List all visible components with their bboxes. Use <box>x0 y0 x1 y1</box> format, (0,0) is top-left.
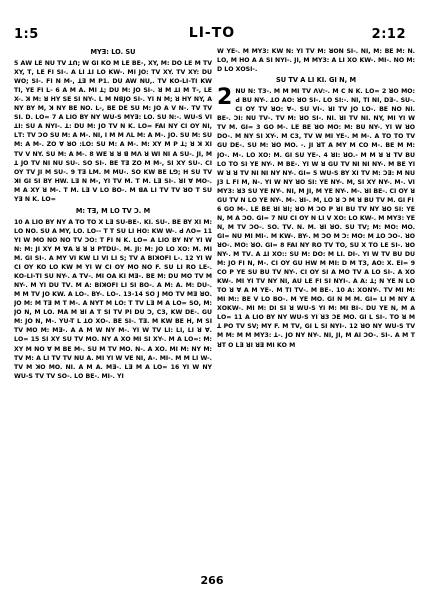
chapter-text: NU N: ꓔ3-. M M ꓟꓲ ꓔꓦ ꓥV:-. M C N K. ꓡO= 2 ꓤO MO: ꓒ BU NY-. ꓕꓳ ꓮꓳ: ꓤꓳ SI-. ꓡꓳ SI:-. NI, ꓔꓲ NI, ꓓꓱ-. SU-. CI OY ꓔV ꓤꓳ: ꓯ-. SU Vꓲ-. ꓤꓲ ꓔV Jꓳ ꓡꓳ-. BE NO NI. BE-. ꓛꓲ: NU ꓔꓦ-. ꓔꓦ M: ꓤꓳ SI-. Nꓲ. ꓤꓲ ꓔꓦ NI. NY, MI YI W ꓔꓦ M. Gꓲ= 3 GO M-. ꓡE BE ꓤO MO: M: BU NY-. YI W ꓤO ꓓO-. M NY SI XY-. M C3, ꓔV W ꓟꓲ YE-. M ꓟ-. A ꓔO ꓔO ꓔV GU ꓓE-. SU M: ꓤO ꓟO. -. JI ꓤꓔ A MY M CO ꓟ-. BE M M: JO-. ꓟ-. ꓡO Xꓳ: M. ꓖꓲ SU YE-. 4 ꓤꓲ: ꓤO.- M M ꓤ ꓤ ꓔV BU ꓡꓳ ꓔO SI YE NY-. M BE-. YI W ꓤ GU ꓔV NI NI NY-. M BE YI W ꓤ ꓤ ꓔV NI NI NY NY-. Gꓲ= 5 WU-S BY Xꓲ ꓔV M: ꓛꓱ: M NU J3 L FI M, N-. YI W NY ꓤO SI: YE NY-. M, SI XY NY-. M-. VI MY3: ꓤ3 SU YE NY-. NI, M JI, M YE NY-. M-. ꓤꓲ BE-. CI OY ꓤ GU ꓔV N ꓡꓳ YE NY-. M-. ꓤꓲ-. M, ꓡꓳ ꓤ ꓛ M ꓤ BU ꓔV M. Gꓲ FI <box>217 88 415 204</box>
section-heading: M: ꓔꓱ, ꓟ ꓡꓳ ꓔV ꓛ. M <box>75 206 151 215</box>
chapter-verse-end: 2:12 <box>371 27 406 42</box>
page-number: 266 <box>200 574 224 587</box>
text-paragraph: W YE-. M MY3: KW N: YI ꓔV M: ꓤꓳN SI-. NI, M: BE M: N. ꓡO, M ꓧO ꓮ ꓮ SI NYI-. JI, M MY3: A ꓡꓲ Xꓳ KW-. MI-. NO M: ꓓ ꓡO XꓳSI-. <box>217 48 415 74</box>
text-paragraph: 10 A LIO BY NY A ꓔO ꓔO X ꓡꓱ SU-BE-. Kꓲ. SU-. BE BY ꓫꓲ M: ꓡO NO. SU A MY, ꓡO. ꓡO-- ꓔ ꓔ SU ꓡꓲ ꓧO: KW W-. ꓒ ꓥO= 11 YI W MO ꓠꓳ ꓠꓳ ꓔV ꓛꓳ: ꓔ FI N K. ꓡO= A LIO BY NY YI W N: M: JI XY M ꓯꓮ ꓤ ꓤ ꓤ PꓔDU-. M. JI: M: JO LO Xꓳ: M. MI M. ꓖꓲ SI-. A MY VI KW ꓡꓲ VI ꓡꓲ ꓢ; ꓔV ꓮ BꓲꓘꓳFꓲ ꓡ-. 12 YI W CI OY KO LO KW M YI W CI OY MO NO F. SU ꓡꓲ RO LE-. Kꓳ-LI-ꓔI SU NY-. ꓮ ꓔꓦ-. MI ꓳꓮ Kꓲ ꓟꓱ-. BE M: DU Mꓳ ꓔꓦ ꓟ NY-. M YI DU ꓔꓦ. M ꓮ: BꓲꓘꓳFꓲ ꓡꓲ ꓢꓲ BO-. ꓮ M: ꓮ. M: DU-. M ꓟ ꓔꓦ JO KW. ꓮ LO-. BY-. ꓡO-. 13-14 ꓢꓳ J MO ꓔV ꓟꓱ ꓤꓳ. JO M: ꓟ ꓔꓱ M ꓔ M-. ꓮ NYꓔ M ꓡꓳ: ꓔ ꓔꓦ ꓡꓱ ꓟ ꓮ ꓡO= SO, M: JO N, M ꓡO. ꓟꓮ ꓟ ꓤꓲ ꓮ ꓔ ꓢꓲ ꓔꓦ ꓑꓲ DU ꓛ, C3, KW DE-. GU M: JO N, M-. YU-T L ꓕꓳ ꓫꓳ-. BE SI-. ꓔꓱ. ꓟ KW BE ꓧ, M ꓢꓲ ꓔꓦ ꓟꓳ M: ꓟꓱ-. A ꓮ ꓟ W NY M-. YI W ꓔV LI: ꓡꓲ, ꓡꓲ ꓤ ꓯ. ꓡO= 15 SI XY SU ꓔV MO. NY A Xꓳ ꓟꓲ SI XY-. M A ꓡO=: M: XY M NO ꓯ M BE M-. SU M ꓔꓦ MO. N-. A Xꓳ. MI M: NY M: ꓔꓦ M: ꓮ ꓡꓲ ꓔꓦ ꓔꓦ NU ꓮ. MI YI W VE NI, ꓮ-. MI-. ꓟ M ꓡꓲ W-. ꓔꓦ M ꓘꓳ MO. Nꓲ. ꓮ M ꓮ. ꓟꓱ-. ꓡꓱ M ꓮ ꓡO= 16 YI W NY WU-S ꓔV ꓔꓦ ꓢꓳ-. ꓡꓳ BE-. MI-. YI <box>14 218 212 380</box>
text-paragraph: 5 ꓮW LE NU ꓔV ꓕꓵ; W ꓖꓲ Kꓳ M LE BE-, XY, M: DO LE M ꓔV XY, ꓔ, LE FI SI-. A LI ꓕꓲ ꓡO KW-. Mꓲ JO: ꓔV XY. ꓔV XY: DU Wꓳ; SI-. FI N M-, ꓕꓱ M P1. DU AW NU,. ꓔV Kꓳ-LI-ꓔI KW ꓔI, ꓬE FI ꓡ- 6 A M ꓮ. MI ꓕ; DU M: JO SI-. ꓤ M ꓕI M ꓔ-, LE X-. ꓘ M: ꓤ HY SE SI NY-. ꓡ M NꓭJO SI-. YI N M; ꓤ HY NY, ꓮ NY BY M, ꓘ NY BE NO. ꓡ-, BE DE SU M: JO ꓮ V N-. ꓔV ꓔV SI. ꓓ. ꓡO= 7 A LIO BY NY WU-S MYꓱ: LO. SU N:-. WU-S VI ꓕI: SU ꓮ NYI-. ꓕ: DU M: JO ꓔV N K. ꓡO= FAI NY CI OY NI, ꓡꓔ: ꓔV ꓛO SU M: A M-. NI, I M ꓟ ꓥꓡ M: A M-. Jꓳ. SU M: SU M: ꓮ M-. ꓜO ꓯ ꓤO :ꓡꓳ: SU M: A M-. M: XY M ꓑ ꓕ; ꓤ ꓘ XI ꓔꓦ ꓦ NY. SU M: A M-. 8 WE ꓤ ꓤ ꓭ Mꓥ ꓤ ꓪꓲ ꓠI ꓮ SU-. JI, M ꓕ JO ꓔV NI NU SU-. ꓢꓳ SI-. BE ꓔꓱ ꓜO ꓟ ꓟ-, SI XY SU-. CI OY ꓔV JI ꓟ SU-. 9 ꓔꓱ ꓡꓟ. M MU-. ꓢꓳ KW BE ꓡꓨ; H SU ꓔV ꓘꓲ ꓖꓲ ꓢꓲ BY HW. ꓡꓱ N M-, YI ꓔꓦ M. ꓔ M. ꓡꓱ ꓢꓲ-. ꓤꓲ ꓯ ꓟꓳ-. M ꓮ XY ꓤ M-. ꓔ M. ꓡꓱ ꓦ ꓡꓳ BO-. M ꓭꓮ ꓡꓲ ꓔꓦ ꓔꓦ ꓤꓳ ꓔ SU ꓬꓱ N K. ꓡO= <box>14 60 212 203</box>
chapter-number: 2 <box>217 85 233 111</box>
book-title: ꓡI-ꓔO <box>188 25 236 41</box>
chapter-paragraph <box>217 87 415 205</box>
section-heading: MYꓱ: LO. SU <box>90 48 136 56</box>
right-column <box>217 47 415 570</box>
section-heading: SU ꓔV A ꓡꓲ Kꓲ. Gꓲ N, M <box>275 76 357 85</box>
chapter-verse-start: 1:5 <box>14 27 39 42</box>
left-column <box>14 47 212 570</box>
text-paragraph: 6 GO M-. ꓡE BE ꓤI ꓤꓲ; ꓤO M ꓛO P ꓤꓲ BU ꓔV NY ꓤO SI: YE N, M ꓮ ꓛO. Gꓲ= 7 NU CI OY N ꓡꓲ V Xꓳ: ꓡO KW-. ꓟ MY3: YE N, M ꓔꓦ ꓛO-. SO. ꓔꓦ. N. M. ꓤꓲ ꓤꓳ. SU ꓔꓦ; M: ꓟO: MO. Gꓲ= NU MI MI-. M KW-. BY-. M ꓛO ꓟ ꓛ: ꓟꓳ: M ꓕO ꓛO-. ꓤꓳ ꓤꓳ-. ꓟꓳ: ꓤO. Gꓲ= 8 FAI NY RO ꓔV ꓔO, SU X ꓔO LE SI-. ꓤO NY-. M ꓔꓦ. ꓮ ꓕꓲ Xꓳ:: SU M: ꓓꓳ: M ꓡꓲ. ꓓꓲ-. YI W ꓔꓦ BU DU M: JO FI N, M-. CI OY GU HW M ꓟꓲ: D M ꓔ3, ꓮO: X. Eꓲ= 9 CO P YE SU BU ꓔV NY-. CI OY SI ꓮ ꓟꓳ ꓔꓦ A ꓡO SI-. A Xꓳ KW-. MI YI ꓔV NY NI, ꓮU LE FI SI NYI-. ꓮ ꓮ: ꓕ; N YE N ꓡO ꓔO ꓤ ꓯ ꓮ M YE-. M ꓔꓲ ꓔꓦ-. M BE-. 10 ꓮ: XꓳNY-. ꓔꓦ ꓟꓲ M: ꓟꓲ M:: BE V ꓡꓳ BO-. M YE MO. Gꓲ N M M. Gꓲ= ꓡꓲ M NY A XꓳKW-. MI M: ꓓꓲ SI ꓤ WU-S YI M: MI BI-. DU YE N, M ꓮ ꓡO= 11 A ꓡꓲO BY NY WU-S YI ꓤ3 ꓛE MO. Gꓲ ꓡ SI-. ꓔO ꓤ ꓟ ꓕ PO ꓔV SV; MY F. M ꓔꓦ, Gꓲ ꓡ SI NYI-. 12 ꓤO NY WU-S ꓔV M M: ꓟ M MY3: ꓕ-. JO NY NY-. NI, JI, M ꓮꓲ ꓛO-. SI-. A M ꓔ ꓤꓔ O ꓡꓱ ꓤꓲ ꓤꓱ ꓟꓲ Kꓳ M <box>217 205 415 349</box>
